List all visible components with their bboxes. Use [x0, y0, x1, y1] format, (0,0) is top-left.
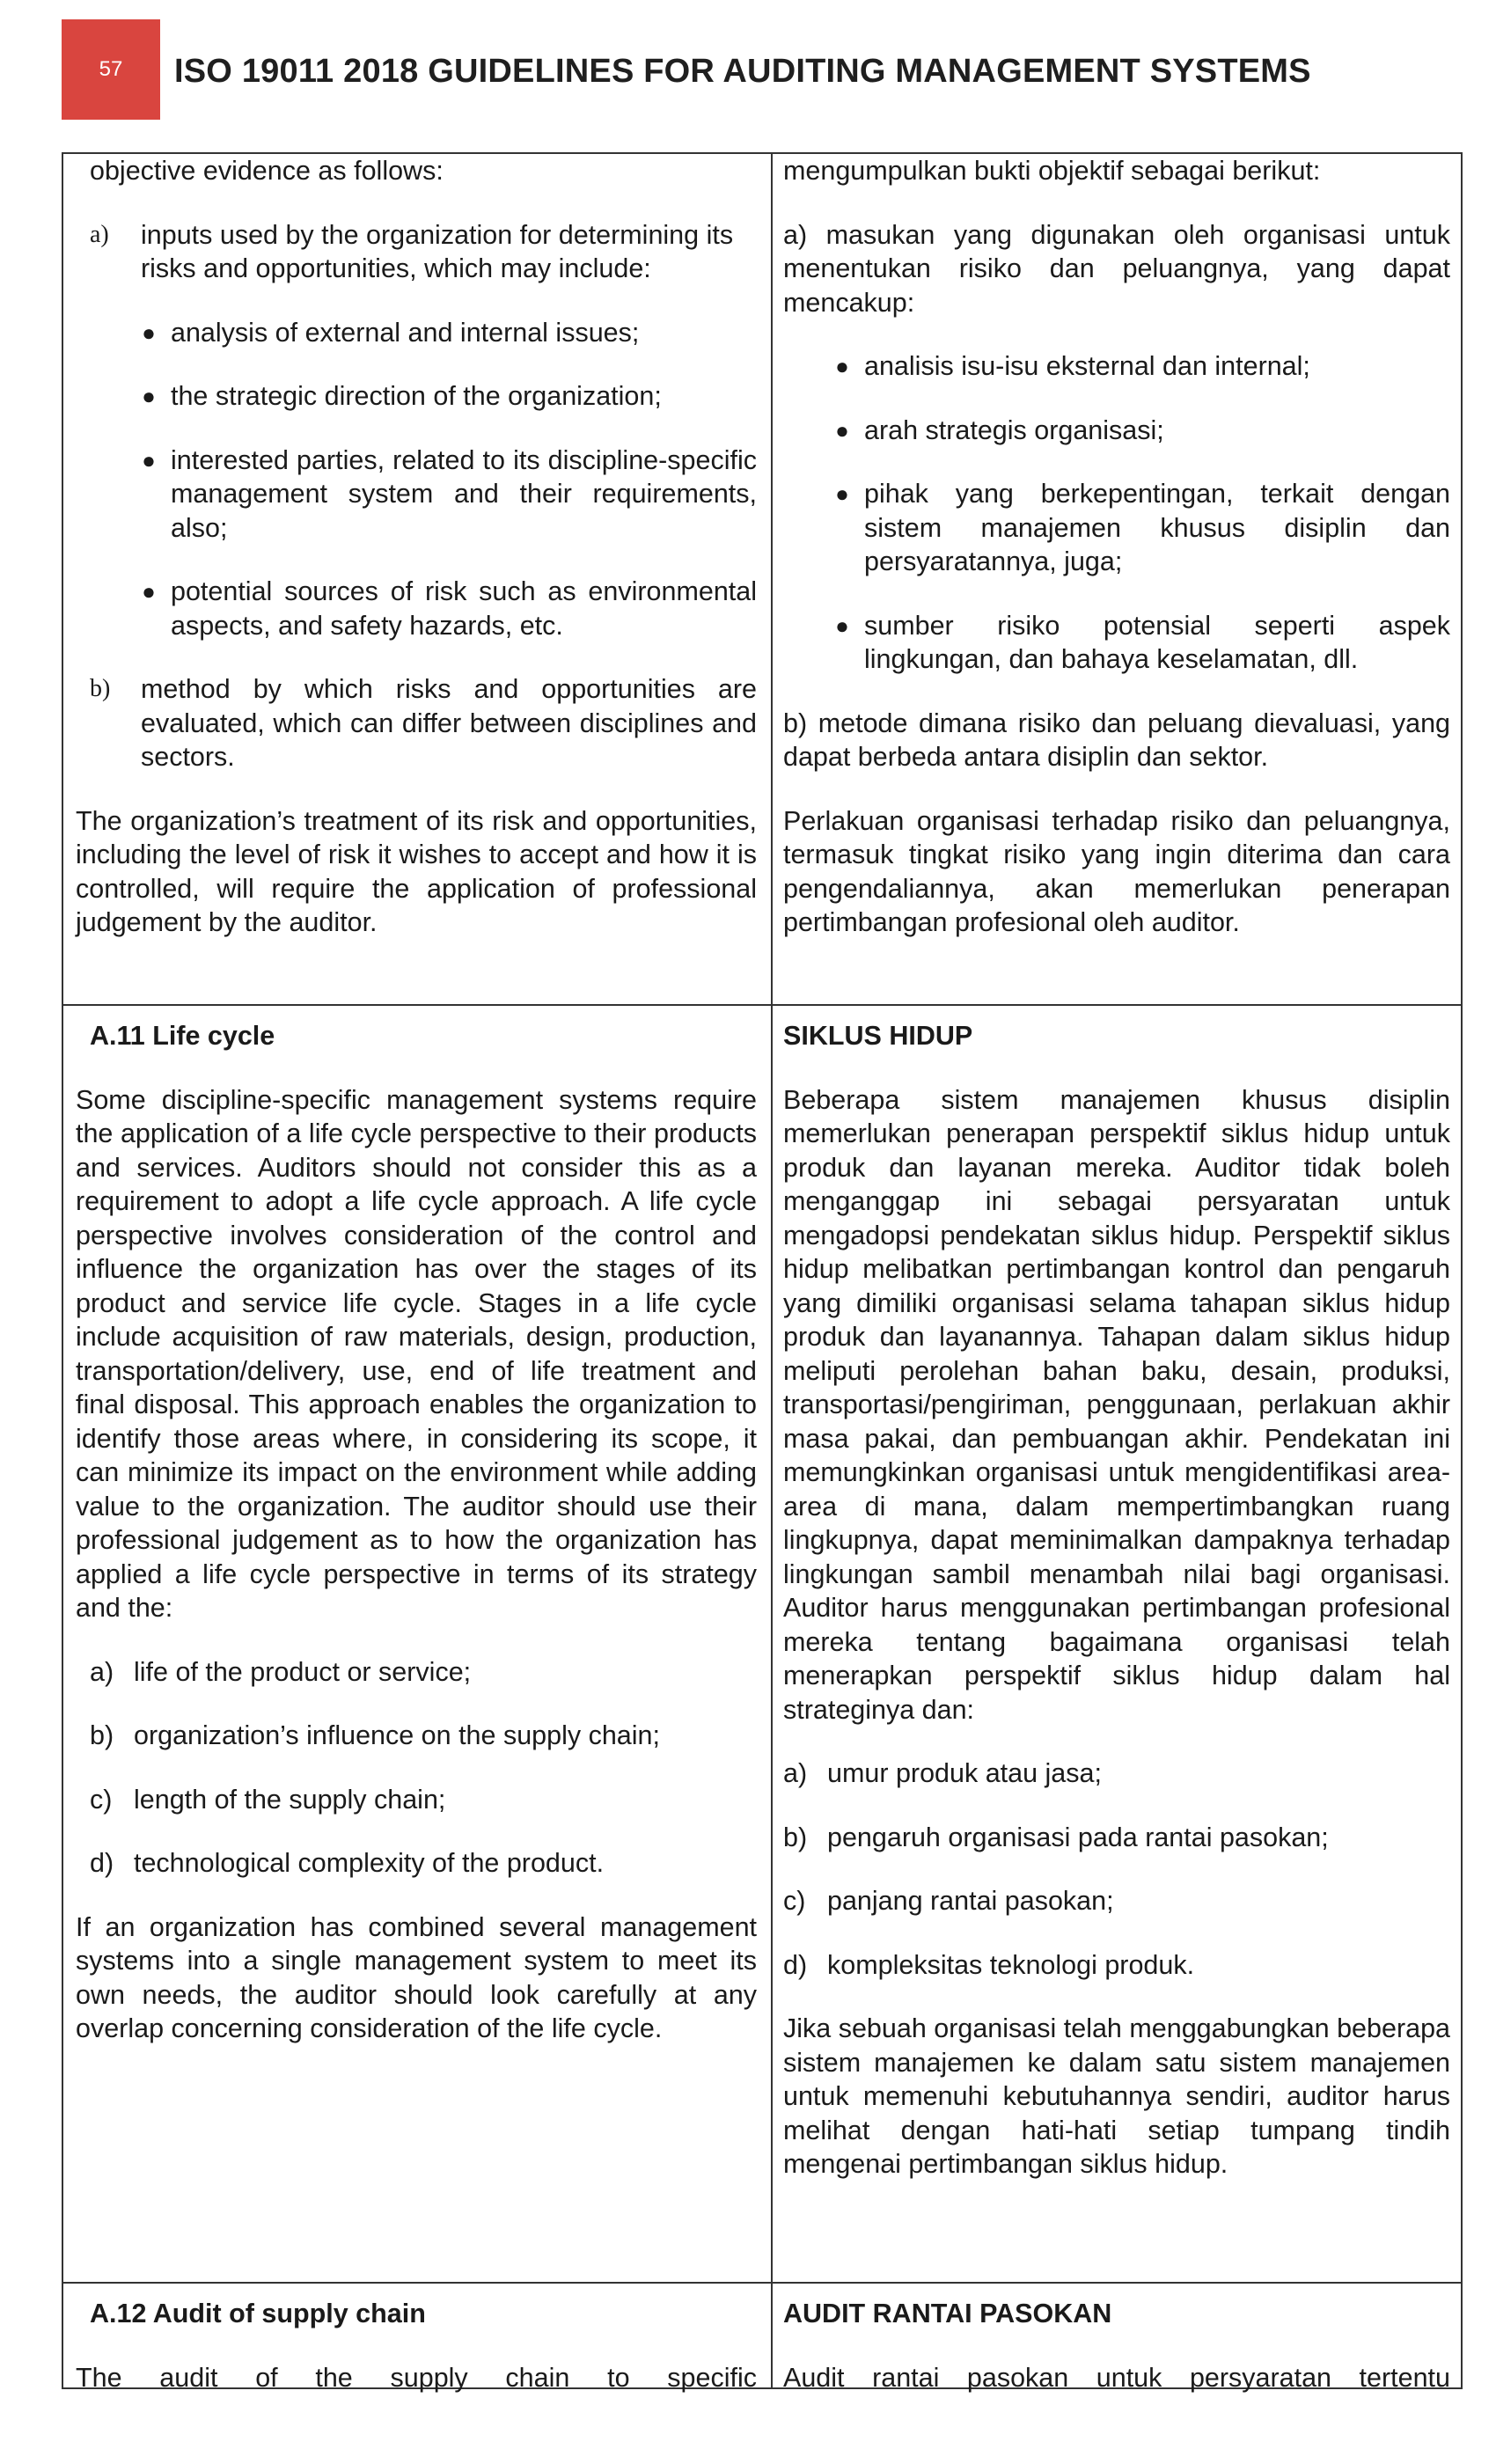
paragraph: Audit rantai pasokan untuk persyaratan tertentu [783, 2362, 1450, 2393]
item-text: umur produk atau jasa; [827, 1758, 1102, 1788]
bullet-text: interested parties, related to its discipline-specific management system and their requirements, also; [171, 444, 757, 543]
bullet-icon: ● [142, 578, 156, 605]
item-text: life of the product or service; [134, 1656, 472, 1687]
bullet-item [127, 379, 757, 414]
section-heading: A.11 Life cycle [90, 1021, 275, 1051]
item-marker: a) [90, 1656, 114, 1687]
item-text: panjang rantai pasokan; [827, 1886, 1114, 1916]
list-item [783, 1756, 1450, 1791]
paragraph: Jika sebuah organisasi telah menggabungkan beberapa sistem manajemen ke dalam satu sistem manajemen untuk memenuhi kebutuhannya sendiri, auditor harus melihat dengan hati-hati setiap tumpang tindih mengenai pertimbangan siklus hidup. [783, 2013, 1450, 2179]
paragraph: If an organization has combined several management systems into a single management system to meet its own needs, the auditor should look carefully at any overlap concerning consideration of the life cycle. [76, 1911, 757, 2043]
row1-indonesian-cell [783, 154, 1450, 970]
bullet-text: arah strategis organisasi; [864, 414, 1164, 445]
bullet-text: potential sources of risk such as environmental aspects, and safety hazards, etc. [171, 576, 757, 641]
bullet-list [76, 316, 757, 643]
item-marker: b) [90, 1720, 114, 1750]
bullet-item [127, 575, 757, 642]
page-number: 57 [99, 57, 123, 81]
bullet-text: the strategic direction of the organization; [171, 381, 662, 411]
paragraph: Beberapa sistem manajemen khusus disiplin memerlukan penerapan perspektif siklus hidup untuk produk dan layanan mereka. Auditor tidak boleh menganggap ini sebagai persyaratan untuk mengadopsi pendekatan siklus hidup. Perspektif siklus hidup melibatkan pertimbangan kontrol dan pengaruh yang dimiliki organisasi selama tahapan siklus hidup produk dan layanannya. Tahapan dalam siklus hidup meliputi perolehan bahan baku, desain, produksi, transportasi/pengiriman, penggunaan, perlakuan akhir masa pakai, dan pembuangan akhir. Pendekatan ini memungkinkan organisasi untuk mengidentifikasi area-area di mana, dalam mempertimbangkan ruang lingkupnya, dapat meminimalkan dampaknya terhadap lingkungan sambil menambah nilai bagi organisasi. Auditor harus menggunakan pertimbangan profesional mereka tentang bagaimana organisasi telah menerapkan perspektif siklus hidup dalam hal strateginya dan: [783, 1084, 1450, 1725]
bullet-icon: ● [835, 480, 849, 507]
row-divider-1 [63, 1004, 1461, 1006]
list-item [783, 1821, 1450, 1855]
bullet-text: sumber risiko potensial seperti aspek lingkungan, dan bahaya keselamatan, dll. [864, 610, 1450, 674]
list-item [783, 1884, 1450, 1918]
item-text: technological complexity of the product. [134, 1848, 605, 1878]
item-text: organization’s influence on the supply chain; [134, 1720, 660, 1750]
item-text: pengaruh organisasi pada rantai pasokan; [827, 1822, 1329, 1852]
bullet-item [127, 316, 757, 350]
row3-english-cell [76, 2297, 757, 2424]
bullet-icon: ● [835, 353, 849, 379]
page-header [62, 19, 1470, 125]
paragraph: The audit of the supply chain to specific [76, 2362, 757, 2393]
item-text: method by which risks and opportunities are evaluated, which can differ between disciplines and sectors. [141, 674, 757, 772]
item-marker: d) [90, 1848, 114, 1878]
bullet-icon: ● [835, 416, 849, 444]
bullet-icon: ● [142, 319, 156, 346]
bullet-text: analisis isu-isu eksternal dan internal; [864, 351, 1310, 381]
paragraph: Some discipline-specific management systems require the application of a life cycle perspective to their products and services. Auditors should not consider this as a requirement to adopt a life cycle approach. A life cycle perspective involves consideration of the control and influence the organization has over the stages of its product and service life cycle. Stages in a life cycle include acquisition of raw materials, design, production, transportation/delivery, use, end of life treatment and final disposal. This approach enables the organization to identify those areas where, in considering its scope, it can minimize its impact on the environment while adding value to the organization. The auditor should use their professional judgement as to how the organization has applied a life cycle perspective in terms of its strategy and the: [76, 1084, 757, 1623]
bullet-icon: ● [142, 383, 156, 409]
bullet-icon: ● [142, 446, 156, 473]
bullet-item [820, 477, 1450, 579]
bullet-item [820, 349, 1450, 384]
list-item [76, 1783, 757, 1817]
bullet-text: pihak yang berkepentingan, terkait dengan sistem manajemen khusus disiplin dan persyaratannya, juga; [864, 479, 1450, 576]
list-item-b: b) metode dimana risiko dan peluang dievaluasi, yang dapat berbeda antara disiplin dan sektor. [783, 708, 1450, 772]
item-text: kompleksitas teknologi produk. [827, 1949, 1195, 1980]
intro-text: mengumpulkan bukti objektif sebagai berikut: [783, 156, 1321, 186]
bullet-list [783, 349, 1450, 677]
section-heading: A.12 Audit of supply chain [90, 2299, 426, 2328]
row2-indonesian-cell [783, 1019, 1450, 2211]
item-marker: c) [783, 1886, 806, 1916]
paragraph: The organization’s treatment of its risk and opportunities, including the level of risk it wishes to accept and how it is controlled, will require the application of professional judgement by the auditor. [76, 805, 757, 937]
item-marker: b) [90, 675, 111, 702]
bullet-icon: ● [835, 612, 849, 639]
bullet-item [820, 414, 1450, 448]
list-item-b [76, 672, 757, 774]
page-number-badge [62, 19, 160, 120]
item-marker: c) [90, 1784, 113, 1815]
list-item [76, 1655, 757, 1690]
bilingual-table [62, 152, 1463, 2393]
column-divider [771, 154, 773, 2387]
row1-english-cell [76, 154, 757, 970]
bullet-text: analysis of external and internal issues; [171, 317, 640, 348]
item-text: inputs used by the organization for determining its risks and opportunities, which may include: [141, 219, 734, 283]
item-text: length of the supply chain; [134, 1784, 446, 1815]
section-heading: SIKLUS HIDUP [783, 1021, 973, 1051]
intro-text: objective evidence as follows: [90, 156, 444, 186]
list-item-a [76, 218, 757, 286]
item-marker: d) [783, 1949, 808, 1980]
bullet-item [127, 444, 757, 546]
list-item-a: a) masukan yang digunakan oleh organisasi untuk menentukan risiko dan peluangnya, yang dapat mencakup: [783, 219, 1450, 318]
row3-indonesian-cell [783, 2297, 1450, 2424]
row-divider-2 [63, 2282, 1461, 2284]
bullet-item [820, 609, 1450, 677]
list-item [76, 1846, 757, 1881]
item-marker: b) [783, 1822, 808, 1852]
item-marker: a) [783, 1758, 808, 1788]
paragraph: Perlakuan organisasi terhadap risiko dan peluangnya, termasuk tingkat risiko yang ingin diterima dan cara pengendaliannya, akan memerlukan penerapan pertimbangan profesional oleh auditor. [783, 805, 1450, 937]
list-item [783, 1948, 1450, 1983]
item-marker: a) [90, 220, 109, 248]
list-item [76, 1719, 757, 1753]
section-heading: AUDIT RANTAI PASOKAN [783, 2299, 1112, 2328]
document-title: ISO 19011 2018 GUIDELINES FOR AUDITING MANAGEMENT SYSTEMS [174, 53, 1311, 90]
row2-english-cell [76, 1019, 757, 2076]
